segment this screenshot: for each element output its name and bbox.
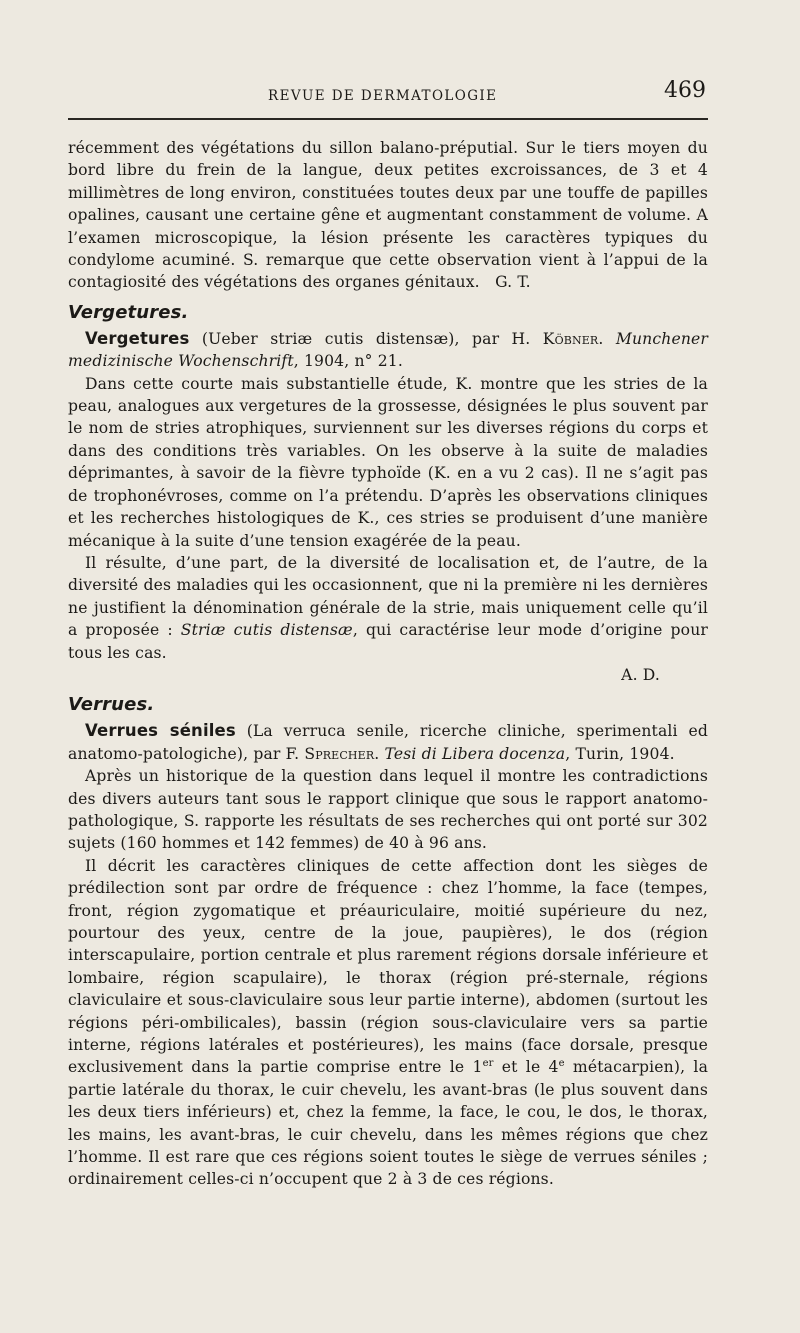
page-number: 469 (664, 78, 706, 103)
author-name: Sprecher (304, 744, 375, 763)
signature-row (68, 664, 708, 686)
paragraph: Après un historique de la question dans lequel il montre les contradictions des divers auteurs tant sous le rapport clinique que sous le rapport anatomo-pathologique, S. rapporte les résultats de ses recherches qui ont porté sur 302 sujets (160 hommes et 142 femmes) de 40 à 96 ans. (68, 767, 708, 853)
paragraph: Dans cette courte mais substantielle étude, K. montre que les stries de la peau, analogues aux vergetures de la grossesse, désignées le plus souvent par le nom de stries atrophiques, surviennent sur les diverses régions du corps et dans des conditions très variables. On les observe à la suite de maladies déprimantes, à savoir de la fièvre typhoïde (K. en a vu 2 cas). Il ne s’agit pas de trophonévroses, comme on l’a prétendu. D’après les observations cliniques et les recherches histologiques de K., ces stries se produisent d’une manière mécanique à la suite d’une tension exagérée de la peau. (68, 374, 708, 550)
paragraph: Il résulte, d’une part, de la diversité de localisation et, de l’autre, de la diversité des maladies qui les occasionnent, que ni la première ni les dernières ne justifient la dénomination générale de la strie, mais uniquement celle qu’il a proposée : Striæ cutis distensæ, qui caractérise leur mode d’origine pour tous les cas. (68, 553, 709, 662)
journal-name: Tesi di Libera docenza (384, 744, 566, 763)
article-body (68, 137, 708, 1191)
section-heading-vergetures: Vergetures. (68, 301, 189, 323)
term: Striæ cutis distensæ (180, 621, 353, 640)
signature: A. D. (621, 665, 660, 684)
article-title: Vergetures (85, 328, 190, 348)
article-title: Verrues séniles (85, 721, 236, 741)
intro-signature: G. T. (495, 273, 531, 292)
journal-name: Munchener medizinische Wochenschrift (68, 329, 708, 371)
section-heading-verrues: Verrues. (68, 694, 155, 716)
intro-paragraph: récemment des végétations du sillon balano-préputial. Sur le tiers moyen du bord libre du frein de la langue, deux petites excroissances, de 3 et 4 millimètres de long environ, constituées toutes deux par une touffe de papilles opalines, causant une certaine gêne et augmentant constamment de volume. A l’examen microscopique, la lésion présente les caractères typiques du condylome acuminé. S. remarque que cette observation vient à l’appui de la contagiosité des végétations des organes génitaux. G. T. (68, 139, 708, 292)
author-name: Köbner (542, 329, 599, 348)
reference-verrues: Verrues séniles (La verruca senile, ricerche cliniche, sperimentali ed anatomo-patologiche), par F. Sprecher. Tesi di Libera docenza, Turin, 1904. (68, 721, 708, 763)
header-rule (68, 118, 708, 120)
running-title: REVUE DE DERMATOLOGIE (268, 88, 498, 104)
paragraph: Il décrit les caractères cliniques de cette affection dont les sièges de prédilection sont par ordre de fréquence : chez l’homme, la face (tempes, front, région zygomatique et préauriculaire, moitié supérieure du nez, pourtour des yeux, centre de la joue, paupières), le dos (région interscapulaire, portion centrale et plus rarement régions dorsale inférieure et lombaire, région scapulaire), le thorax (région pré-sternale, régions claviculaire et sous-claviculaire sous leur partie interne), abdomen (surtout les régions péri-ombilicales), bassin (région sous-claviculaire vers sa partie interne, régions latérales et postérieures), les mains (face dorsale, presque exclusivement dans la partie comprise entre le 1er et le 4e métacarpien), la partie latérale du thorax, le cuir chevelu, les avant-bras (le plus souvent dans les deux tiers inférieurs) et, chez la femme, la face, le cou, le dos, le thorax, les mains, les avant-bras, le cuir chevelu, dans les mêmes régions que chez l’homme. Il est rare que ces régions soient toutes le siège de verrues séniles ; ordinairement celles-ci n’occupent que 2 à 3 de ces régions. (68, 856, 709, 1189)
reference-vergetures: Vergetures (Ueber striæ cutis distensæ), par H. Köbner. Munchener medizinische Wochenschrift, 1904, n° 21. (68, 328, 708, 371)
running-header (68, 78, 708, 112)
